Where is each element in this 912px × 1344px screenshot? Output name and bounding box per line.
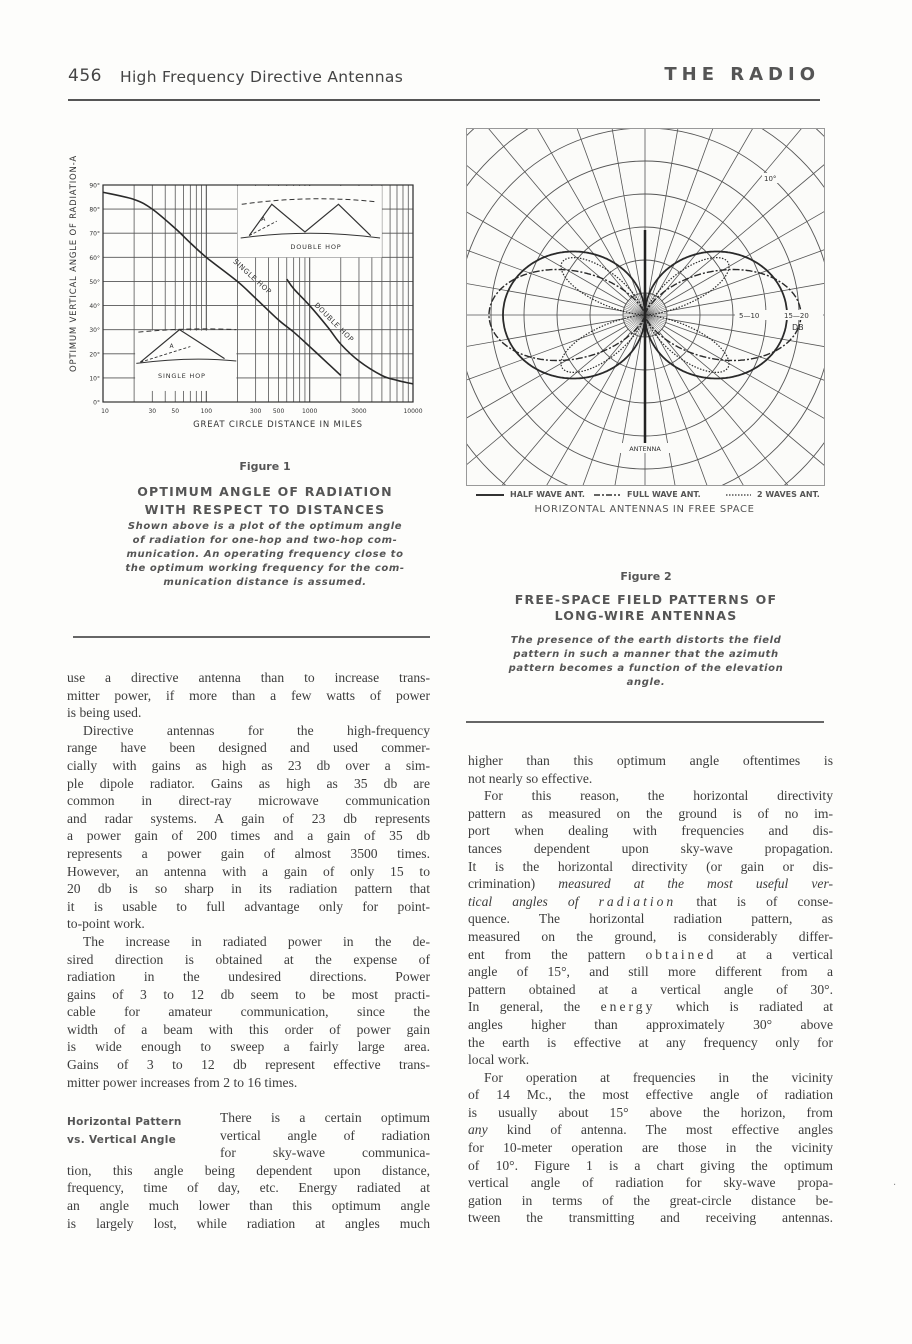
polar-spoke	[508, 129, 637, 294]
text-line: It is the horizontal directivity (or gain or dis-	[468, 858, 833, 874]
text-line	[468, 875, 833, 893]
caption-line: the optimum working frequency for the com-	[125, 563, 405, 574]
caption-line: The presence of the earth distorts the field	[510, 635, 782, 646]
text-line: is wide enough to sweep a fairly large area.	[67, 1039, 430, 1055]
figure-2-rule	[466, 721, 824, 723]
text-line: range have been designed and used commer-	[67, 740, 430, 756]
text-run: at a vertical	[716, 946, 833, 962]
x-tick-label: 10	[101, 408, 109, 415]
text-line: Directive antennas for the high-frequency	[83, 722, 430, 738]
series-label-double-hop: DOUBLE HOP	[312, 301, 356, 345]
caption-line: munication. An operating frequency close to	[126, 549, 404, 560]
figure-2-title-line: LONG-WIRE ANTENNAS	[554, 608, 738, 623]
y-tick-label: 0°	[93, 399, 100, 407]
text-line: angles higher than approximately 30° above	[468, 1016, 833, 1032]
figure-2-polar-chart	[466, 128, 825, 486]
legend-label-half-wave: HALF WAVE ANT.	[510, 490, 585, 499]
polar-spoke	[662, 129, 824, 301]
antenna-label: ANTENNA	[629, 445, 661, 453]
polar-spoke	[653, 129, 782, 294]
text-line: common in direct-ray microwave communication	[67, 793, 430, 809]
paragraph	[468, 752, 833, 787]
radial-label: 5—10	[739, 312, 760, 320]
page-number: 456	[68, 66, 102, 86]
text-line: frequency, time of day, etc. Energy radiated at	[67, 1180, 430, 1196]
journal-title: THE RADIO	[664, 64, 820, 85]
y-tick-label: 70°	[89, 230, 100, 238]
emphasis: tical angles of	[468, 893, 599, 909]
text-line: higher than this optimum angle oftentimes is	[468, 753, 833, 768]
text-run: kind of antenna. The most effective angles	[487, 1122, 833, 1138]
text-line: tion, this angle being dependent upon distance,	[67, 1162, 430, 1178]
text-run: which is radiated at	[655, 999, 834, 1015]
y-tick-label: 40°	[89, 303, 100, 311]
figure-1-title	[100, 483, 430, 519]
text-line: is being used.	[67, 705, 142, 721]
figure-1-chart	[62, 125, 437, 440]
figure-2-label: Figure 2	[620, 570, 672, 583]
text-line	[468, 1121, 833, 1139]
figure-2-caption	[480, 634, 812, 690]
figure-2-subtitle: HORIZONTAL ANTENNAS IN FREE SPACE	[534, 504, 755, 515]
text-run: that is of conse-	[676, 893, 834, 909]
x-tick-label: 500	[272, 408, 285, 415]
text-line: ple dipole radiator. Gains as high as 35 db are	[67, 775, 430, 791]
figure-1-title-line: WITH RESPECT TO DISTANCES	[144, 502, 386, 517]
emphasis: measured at the most useful ver-	[558, 876, 833, 892]
text-line: for 10-meter operation are those in the vicinity	[468, 1140, 833, 1156]
x-tick-label: 1000	[302, 408, 318, 415]
caption-line: of radiation for one-hop and two-hop com-	[132, 535, 398, 546]
text-run-spaced: energy	[600, 999, 656, 1015]
paragraph	[468, 1069, 833, 1227]
radial-label: 15—20	[784, 312, 809, 320]
sidehead-line: Horizontal Pattern	[67, 1116, 182, 1128]
x-tick-label: 100	[200, 408, 213, 415]
text-line: a power gain of 200 times and a gain of 35 db	[67, 828, 430, 844]
paragraph	[468, 787, 833, 1069]
text-line: 20 db is so sharp in its radiation pattern that	[67, 881, 430, 897]
inset-label: SINGLE HOP	[158, 371, 206, 380]
y-tick-label: 50°	[89, 278, 100, 286]
polar-spoke	[662, 329, 824, 485]
text-line: mitter power, if more than a few watts of power	[67, 687, 430, 703]
y-tick-label: 90°	[89, 182, 100, 190]
paragraph	[67, 722, 430, 933]
text-line: width of a beam with this order of power gain	[67, 1021, 430, 1037]
text-line: represents a power gain of almost 3500 times.	[67, 845, 430, 861]
text-line: vertical angle of radiation	[220, 1127, 430, 1143]
figure-1-title-line: OPTIMUM ANGLE OF RADIATION	[137, 484, 393, 499]
legend-label-2-waves: 2 WAVES ANT.	[757, 490, 820, 499]
figure-2-svg	[467, 129, 824, 485]
polar-spoke	[467, 129, 628, 301]
text-line: mitter power increases from 2 to 16 times.	[67, 1074, 298, 1090]
caption-line: munication distance is assumed.	[163, 577, 367, 588]
figure-2-title	[466, 592, 826, 624]
legend-label-full-wave: FULL WAVE ANT.	[627, 490, 701, 499]
text-line: The increase in radiated power in the de-	[83, 933, 430, 949]
angle-label: A	[261, 216, 266, 224]
text-line: vertical angle of radiation for sky-wave propa-	[468, 1175, 833, 1191]
polar-spoke	[659, 332, 824, 485]
text-line	[468, 893, 833, 911]
x-tick-label: 3000	[351, 408, 367, 415]
y-tick-label: 80°	[89, 206, 100, 214]
running-head	[68, 64, 820, 94]
text-line: gation in terms of the great-circle distance be-	[468, 1192, 833, 1208]
text-line	[468, 998, 833, 1016]
y-tick-label: 20°	[89, 351, 100, 359]
caption-line: Shown above is a plot of the optimum angle	[127, 521, 403, 532]
text-line: For this reason, the horizontal directivity	[484, 788, 833, 804]
text-line: and radar systems. A gain of 23 db represents	[67, 810, 430, 826]
text-line: an angle much lower than this optimum angle	[67, 1197, 430, 1213]
y-tick-label: 30°	[89, 327, 100, 335]
text-line: not nearly so effective.	[468, 770, 593, 786]
text-line: For operation at frequencies in the vicinity	[484, 1069, 833, 1085]
stray-mark: ·	[893, 1180, 897, 1191]
text-line: pattern as measured on the ground is of no im-	[468, 805, 833, 821]
y-tick-label: 60°	[89, 254, 100, 262]
y-tick-label: 10°	[89, 375, 100, 383]
polar-spoke	[467, 329, 628, 485]
caption-line: pattern in such a manner that the azimuth	[513, 649, 779, 660]
text-run: In general, the	[468, 999, 601, 1015]
x-tick-label: 50	[171, 408, 180, 415]
left-column-text	[67, 669, 430, 1091]
text-line: cially with gains as high as 23 db over a sim-	[67, 757, 430, 773]
text-line: cable for amateur communication, since the	[67, 1004, 430, 1020]
text-line: of 14 Mc., the most effective angle of radiation	[468, 1087, 833, 1103]
caption-line: pattern becomes a function of the elevation	[508, 663, 784, 674]
text-line: quence. The horizontal radiation pattern, as	[468, 911, 833, 927]
text-line: Gains of 3 to 12 db represent effective trans-	[67, 1057, 430, 1073]
text-line: radiation in the undesired directions. Power	[67, 969, 430, 985]
caption-line: angle.	[626, 677, 666, 688]
text-line: measured on the ground, is considerably differ-	[468, 928, 833, 944]
emphasis: any	[468, 1122, 488, 1138]
series-line-double-hop	[287, 279, 413, 384]
y-axis-label: OPTIMUM VERTICAL ANGLE OF RADIATION-A	[69, 155, 79, 372]
text-line: However, an antenna with a gain of only 15 to	[67, 863, 430, 879]
text-run: ent from the pattern	[468, 946, 646, 962]
figure-2-legend	[470, 489, 825, 501]
inset-double-hop	[237, 186, 381, 257]
x-tick-label: 300	[249, 408, 262, 415]
angle-step-label: 10°	[764, 175, 777, 183]
chapter-title: High Frequency Directive Antennas	[120, 68, 404, 86]
sidehead-paragraph	[67, 1109, 430, 1232]
emphasis-spaced: radiation	[598, 893, 677, 909]
text-line: is largely lost, while radiation at angles much	[67, 1215, 430, 1231]
text-line: gains of 3 to 12 db seem to be most practi-	[67, 986, 430, 1002]
figure-1-svg	[62, 125, 437, 440]
angle-label: A	[169, 342, 174, 350]
text-line: of 10°. Figure 1 is a chart giving the optimum	[468, 1157, 833, 1173]
text-line: angle of 15°, and still more different from a	[468, 964, 833, 980]
figure-2-title-line: FREE-SPACE FIELD PATTERNS OF	[514, 592, 778, 607]
text-line: is usually about 15° above the horizon, from	[468, 1104, 833, 1120]
text-run-spaced: obtained	[645, 946, 717, 962]
text-line: tances dependent upon sky-wave propagation.	[468, 840, 833, 856]
inset-label: DOUBLE HOP	[290, 242, 342, 251]
text-line: the earth is effective at any frequency only for	[468, 1034, 833, 1050]
series-label-single-hop: SINGLE HOP	[231, 257, 273, 297]
x-tick-label: 30	[148, 408, 157, 415]
header-rule	[68, 99, 820, 101]
text-line: There is a certain optimum	[220, 1110, 430, 1125]
text-run: crimination)	[468, 876, 559, 892]
text-line: tween the transmitting and receiving antennas.	[468, 1210, 833, 1226]
text-line: local work.	[468, 1052, 530, 1068]
text-line: it is usable to full advantage only for point-	[67, 898, 430, 914]
figure-1-label: Figure 1	[239, 460, 291, 473]
paragraph	[67, 933, 430, 1091]
inset-background	[135, 331, 236, 391]
right-column-text	[468, 752, 833, 1227]
radial-unit-label: DB	[792, 323, 804, 332]
paragraph	[67, 669, 430, 722]
text-line: port when dealing with frequencies and dis-	[468, 823, 833, 839]
x-axis-label: GREAT CIRCLE DISTANCE IN MILES	[193, 420, 363, 430]
text-line: use a directive antenna than to increase trans-	[67, 670, 430, 685]
polar-spoke	[467, 332, 631, 485]
text-line	[468, 946, 833, 964]
x-tick-label: 10000	[403, 408, 423, 415]
text-line: pattern obtained at a vertical angle of 30°.	[468, 981, 833, 997]
figure-1-rule	[73, 636, 430, 638]
text-line: sired direction is obtained at the expense of	[67, 951, 430, 967]
text-line: for sky-wave communica-	[220, 1145, 430, 1161]
inset-single-hop	[135, 329, 236, 391]
text-line: to-point work.	[67, 916, 145, 932]
sidehead-line: vs. Vertical Angle	[67, 1134, 177, 1146]
figure-1-caption	[100, 520, 430, 590]
